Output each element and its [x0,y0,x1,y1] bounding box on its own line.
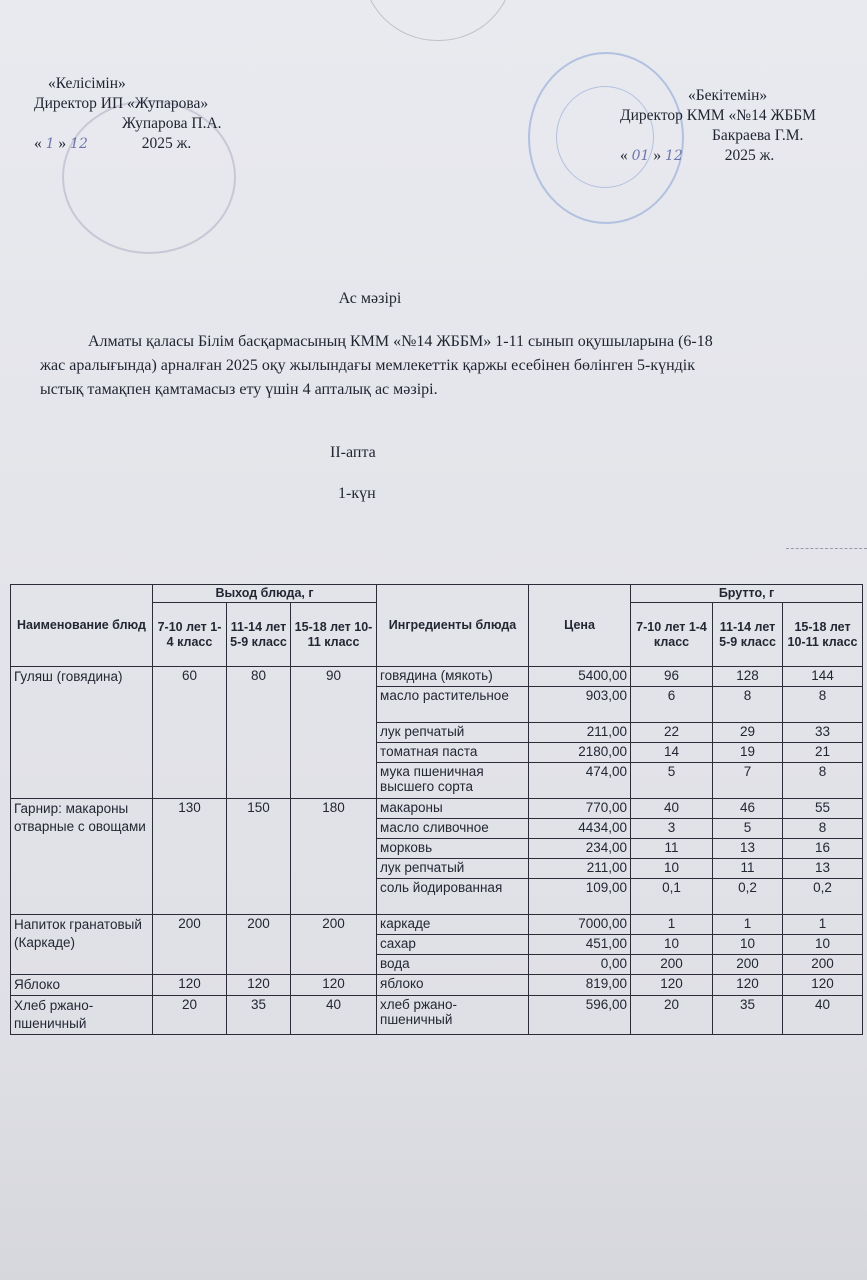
table-row [11,975,863,996]
dish-output-1: 60 [153,667,227,799]
ingredient-name: яблоко [377,975,529,996]
header-gross-1: 7-10 лет 1-4 класс [631,603,713,667]
ingredient-gross-1: 120 [631,975,713,996]
dish-output-2: 200 [227,915,291,975]
approval-left-director: Директор ИП «Жупарова» [34,95,209,112]
dish-output-2: 35 [227,996,291,1035]
ingredient-gross-3: 8 [783,819,863,839]
ingredient-gross-2: 0,2 [713,879,783,915]
approval-right-date: 2025 ж. [724,147,775,164]
header-gross-2: 11-14 лет 5-9 класс [713,603,783,667]
ingredient-name: хлеб ржано-пшеничный [377,996,529,1035]
ingredient-name: соль йодированная [377,879,529,915]
ingredient-gross-3: 10 [783,935,863,955]
week-label: II-апта [330,444,376,461]
approval-right-signature: Бакраева Г.М. [712,127,804,144]
ingredient-price: 5400,00 [529,667,631,687]
menu-table [10,584,863,1035]
header-dish-name: Наименование блюд [11,585,153,667]
header-ingredients: Ингредиенты блюда [377,585,529,667]
ingredient-name: макароны [377,799,529,819]
ingredient-gross-2: 5 [713,819,783,839]
ingredient-gross-1: 3 [631,819,713,839]
header-price: Цена [529,585,631,667]
table-row [11,667,863,687]
ingredient-gross-2: 19 [713,743,783,763]
ingredient-gross-3: 13 [783,859,863,879]
ingredient-name: томатная паста [377,743,529,763]
ingredient-gross-1: 40 [631,799,713,819]
header-age-2: 11-14 лет 5-9 класс [227,603,291,667]
ingredient-gross-1: 0,1 [631,879,713,915]
ingredient-price: 770,00 [529,799,631,819]
ingredient-gross-3: 8 [783,687,863,723]
dish-output-1: 20 [153,996,227,1035]
menu-table-body [11,667,863,1035]
ingredient-price: 819,00 [529,975,631,996]
ingredient-gross-2: 120 [713,975,783,996]
dish-output-1: 120 [153,975,227,996]
header-output-group: Выход блюда, г [153,585,377,603]
ingredient-gross-3: 55 [783,799,863,819]
dish-output-3: 200 [291,915,377,975]
approval-right [620,86,867,166]
table-row [11,996,863,1035]
header-gross-3: 15-18 лет 10-11 класс [783,603,863,667]
approval-left-day: 1 [45,136,55,152]
ingredient-name: каркаде [377,915,529,935]
ingredient-gross-2: 10 [713,935,783,955]
dashed-line [786,548,867,549]
ingredient-gross-2: 1 [713,915,783,935]
dish-name: Гуляш (говядина) [11,667,153,799]
dish-output-3: 120 [291,975,377,996]
table-row [11,799,863,819]
ingredient-gross-2: 8 [713,687,783,723]
ingredient-gross-1: 96 [631,667,713,687]
ingredient-gross-1: 22 [631,723,713,743]
ingredient-price: 7000,00 [529,915,631,935]
approval-left-date: 2025 ж. [141,135,192,152]
ingredient-price: 903,00 [529,687,631,723]
dish-name: Хлеб ржано-пшеничный [11,996,153,1035]
ingredient-gross-1: 11 [631,839,713,859]
ingredient-price: 211,00 [529,723,631,743]
ingredient-name: сахар [377,935,529,955]
approval-right-date-line: « 01 » 12 2025 ж. [620,147,775,164]
ingredient-name: мука пшеничная высшего сорта [377,763,529,799]
ingredient-gross-1: 1 [631,915,713,935]
ingredient-gross-3: 40 [783,996,863,1035]
ingredient-gross-3: 144 [783,667,863,687]
sheet-protector-edge [362,0,514,41]
ingredient-gross-1: 14 [631,743,713,763]
approval-right-day: 01 [631,148,650,164]
ingredient-price: 2180,00 [529,743,631,763]
ingredient-gross-3: 8 [783,763,863,799]
ingredient-gross-2: 29 [713,723,783,743]
header-age-1: 7-10 лет 1-4 класс [153,603,227,667]
ingredient-gross-3: 0,2 [783,879,863,915]
ingredient-price: 109,00 [529,879,631,915]
page-title: Ас мәзірі [338,290,402,307]
dish-output-3: 90 [291,667,377,799]
approval-left-heading: «Келісімін» [48,75,126,92]
approval-left-signature: Жупарова П.А. [122,115,222,132]
ingredient-name: лук репчатый [377,723,529,743]
ingredient-gross-1: 20 [631,996,713,1035]
ingredient-name: масло сливочное [377,819,529,839]
dish-output-2: 80 [227,667,291,799]
ingredient-gross-2: 200 [713,955,783,975]
ingredient-name: вода [377,955,529,975]
ingredient-gross-3: 1 [783,915,863,935]
dish-output-3: 40 [291,996,377,1035]
ingredient-price: 211,00 [529,859,631,879]
ingredient-name: масло растительное [377,687,529,723]
header-age-3: 15-18 лет 10-11 класс [291,603,377,667]
dish-output-3: 180 [291,799,377,915]
ingredient-price: 234,00 [529,839,631,859]
ingredient-price: 596,00 [529,996,631,1035]
approval-right-director: Директор КММ «№14 ЖББМ [620,107,816,124]
dish-output-1: 130 [153,799,227,915]
ingredient-gross-1: 5 [631,763,713,799]
ingredient-gross-1: 10 [631,859,713,879]
day-label: 1-күн [338,485,376,502]
header-gross-group: Брутто, г [631,585,863,603]
dish-name: Гарнир: макароны отварные с овощами [11,799,153,915]
ingredient-gross-1: 200 [631,955,713,975]
ingredient-name: лук репчатый [377,859,529,879]
ingredient-gross-2: 46 [713,799,783,819]
ingredient-price: 451,00 [529,935,631,955]
description-paragraph: Алматы қаласы Білім басқармасының КММ «№14 ЖББМ» 1-11 сынып оқушыларына (6-18 жас аралығында) арналған 2025 оқу жылындағы мемлекеттік қаржы есебінен бөлінген 5-күндік ыстық тамақпен қамтамасыз ету үшін 4 апталық ас мәзірі. [40,333,713,398]
table-row [11,915,863,935]
ingredient-name: морковь [377,839,529,859]
dish-name: Яблоко [11,975,153,996]
ingredient-price: 4434,00 [529,819,631,839]
ingredient-name: говядина (мякоть) [377,667,529,687]
dish-output-1: 200 [153,915,227,975]
ingredient-gross-1: 6 [631,687,713,723]
ingredient-gross-3: 33 [783,723,863,743]
approval-left-date-line: « 1 » 12 2025 ж. [34,135,192,152]
dish-name: Напиток гранатовый (Каркаде) [11,915,153,975]
ingredient-gross-2: 128 [713,667,783,687]
approval-right-month: 12 [664,148,683,164]
ingredient-gross-3: 21 [783,743,863,763]
ingredient-gross-2: 13 [713,839,783,859]
dish-output-2: 120 [227,975,291,996]
approval-left [34,74,222,154]
approval-left-month: 12 [70,136,88,152]
approval-right-heading: «Бекітемін» [688,87,768,104]
ingredient-gross-2: 35 [713,996,783,1035]
ingredient-gross-2: 7 [713,763,783,799]
dish-output-2: 150 [227,799,291,915]
ingredient-price: 474,00 [529,763,631,799]
ingredient-gross-3: 120 [783,975,863,996]
ingredient-gross-3: 16 [783,839,863,859]
ingredient-gross-2: 11 [713,859,783,879]
ingredient-gross-1: 10 [631,935,713,955]
ingredient-price: 0,00 [529,955,631,975]
ingredient-gross-3: 200 [783,955,863,975]
